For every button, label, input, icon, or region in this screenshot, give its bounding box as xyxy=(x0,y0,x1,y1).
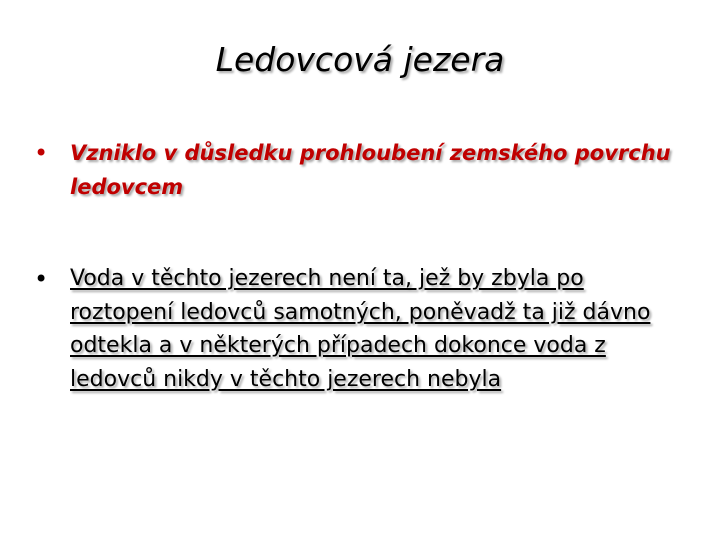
slide-title: Ledovcová jezera xyxy=(215,40,505,79)
bullet-item xyxy=(30,136,680,204)
bullet-marker: • xyxy=(34,265,49,293)
bullet-marker: • xyxy=(34,139,49,167)
bullet-item xyxy=(30,262,680,396)
bullet-text-origin: Vzniklo v důsledku prohloubení zemského povrchu ledovcem xyxy=(70,141,671,199)
bullet-text-water: Voda v těchto jezerech není ta, jež by zbyla po roztopení ledovců samotných, poněvadž ta již dávno odtekla a v některých případech dokonce voda z ledovců nikdy v těchto jezerech nebyla xyxy=(70,266,651,392)
